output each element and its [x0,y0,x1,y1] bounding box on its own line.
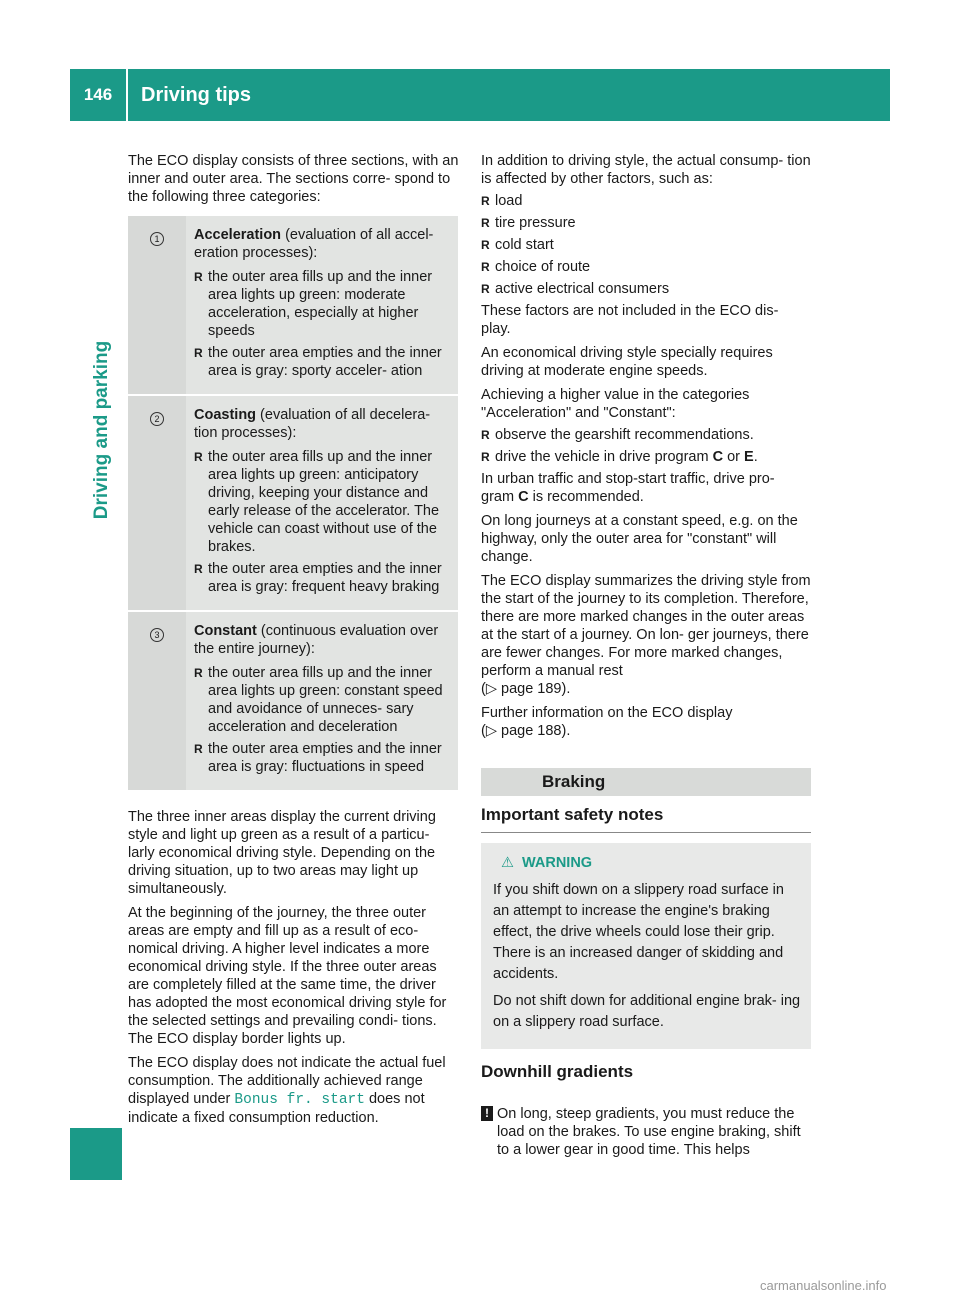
subheading: Downhill gradients [481,1062,634,1081]
paragraph: Achieving a higher value in the categories "Acceleration" and "Constant": [481,387,750,421]
number-2-icon: 2 [150,412,164,426]
page-title: Driving tips [141,84,252,106]
paragraph: In urban traffic and stop-start traffic, drive pro- gram C is recommended. [481,471,775,505]
number-1-icon: 1 [150,232,164,246]
page-reference-link[interactable]: (▷ page 188). [481,723,571,739]
paragraph: At the beginning of the journey, the three outer areas are empty and fill up as a result of eco- nomical driving. A higher level indicates a more economical driving style. If the three outer areas are completely filled at the same time, the driver has adopted the most economical driving style for the selected settings and prevailing condi- tions. The ECO display border lights up. [128,905,447,1047]
section-heading-braking: Braking [481,768,811,796]
row-title: Coasting [194,407,257,423]
paragraph: The ECO display summarizes the driving style from the start of the journey to its completion. Therefore, there are more marked changes in the outer areas at the start of a journey. On lon- ger journeys, there are fewer changes. For more marked changes, perform a manual rest (▷ page 189). [481,573,811,697]
list-item: R the outer area fills up and the inner area lights up green: moderate acceleration, especially at higher speeds [194,268,450,340]
number-3-icon: 3 [150,628,164,642]
row-desc: (continuous evaluation over the entire journey): [194,623,439,657]
list-item: R observe the gearshift recommendations. [481,426,811,444]
list-item: R the outer area fills up and the inner area lights up green: anticipatory driving, keeping your distance and early release of the accelerator. The vehicle can coast without use of the brakes. [194,448,450,556]
paragraph: These factors are not included in the ECO dis- play. [481,303,779,337]
warning-text: If you shift down on a slippery road surface in an attempt to increase the engine's braking effect, the drive wheels could lose their grip. There is an increased danger of skidding and accidents. [493,882,784,982]
list-item: R choice of route [481,258,811,276]
row-desc: (evaluation of all accel- eration processes): [194,227,434,261]
exclamation-icon: ! [481,1106,493,1121]
left-column [128,152,460,1133]
row-title: Acceleration [194,227,282,243]
warning-box [481,843,811,1049]
table-row [128,395,458,611]
paragraph: The ECO display does not indicate the actual fuel consumption. The additionally achieved range displayed under Bonus fr. start does not indicate a fixed consumption reduction. [128,1055,446,1126]
warning-triangle-icon: ⚠ [501,855,514,871]
intro-paragraph: The ECO display consists of three sections, with an inner and outer area. The sections corre- spond to the following three categories: [128,153,459,205]
header-divider [126,69,128,121]
side-marker [70,1128,122,1180]
list-item: R the outer area empties and the inner area is gray: fluctuations in speed [194,740,450,776]
paragraph: The three inner areas display the current driving style and light up green as a result of a particu- larly economical driving style. Depending on the driving situation, up to two areas may light up simultaneously. [128,809,436,897]
right-column [481,152,811,1159]
note-paragraph: ! On long, steep gradients, you must reduce the load on the brakes. To use engine braking, shift to a lower gear in good time. This helps [481,1105,811,1159]
list-item: R load [481,192,811,210]
list-item: R drive the vehicle in drive program C or E. [481,448,811,466]
list-item: R the outer area empties and the inner area is gray: sporty acceler- ation [194,344,450,380]
table-row [128,611,458,790]
side-section-label: Driving and parking [91,340,113,520]
display-message: Bonus fr. start [234,1092,365,1108]
paragraph: An economical driving style specially requires driving at moderate engine speeds. [481,345,773,379]
subheading: Important safety notes [481,806,811,833]
page-reference-link[interactable]: (▷ page 189). [481,681,571,697]
paragraph: On long journeys at a constant speed, e.g. on the highway, only the outer area for "constant" will change. [481,513,798,565]
row-desc: (evaluation of all decelera- tion processes): [194,407,431,441]
paragraph: Further information on the ECO display (▷ page 188). [481,705,733,739]
warning-label: WARNING [522,855,593,871]
page-number: 146 [83,85,113,104]
list-item: R the outer area fills up and the inner area lights up green: constant speed and avoidance of unneces- sary acceleration and deceleration [194,664,450,736]
table-row [128,216,458,395]
footer-watermark: carmanualsonline.info [760,1278,887,1293]
warning-text: Do not shift down for additional engine brak- ing on a slippery road surface. [493,993,801,1030]
list-item: R cold start [481,236,811,254]
list-item: R the outer area empties and the inner area is gray: frequent heavy braking [194,560,450,596]
row-title: Constant [194,623,257,639]
eco-categories-table [128,216,458,790]
list-item: R tire pressure [481,214,811,232]
paragraph: In addition to driving style, the actual consump- tion is affected by other factors, such as: [481,153,811,187]
list-item: R active electrical consumers [481,280,811,298]
